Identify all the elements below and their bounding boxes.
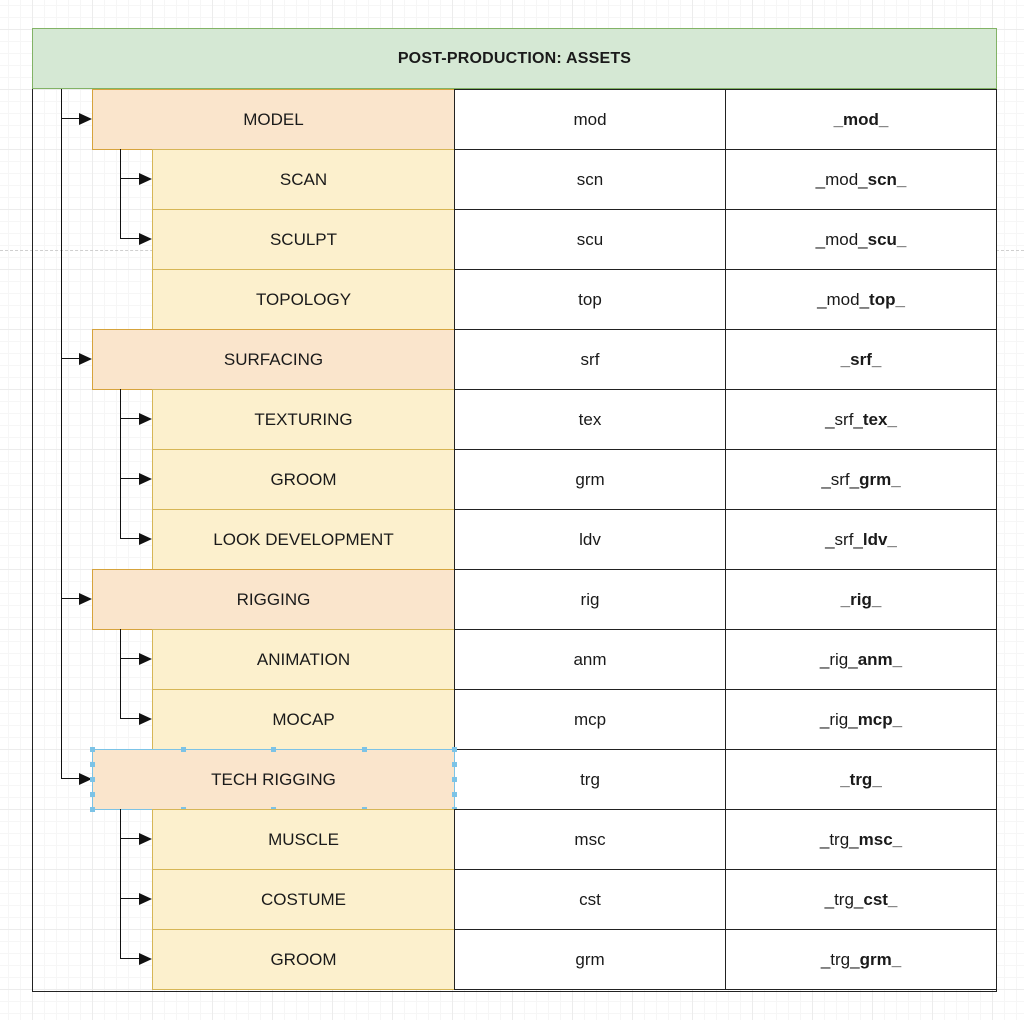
connector-line [120,478,140,479]
code-text: tex [578,409,602,429]
suffix-cell [725,809,997,870]
connector-line [120,178,140,179]
box-label: MOCAP [272,709,335,729]
code-text: ldv [579,529,601,549]
code-cell [454,389,726,450]
category-box[interactable] [92,89,455,150]
suffix-cell [725,149,997,210]
suffix-bold: mcp_ [857,709,903,729]
code-text: mod [573,109,607,129]
code-text: scn [576,169,604,189]
selection-handle[interactable] [90,807,95,812]
suffix-bold: tex_ [862,409,897,429]
selection-handle[interactable] [181,747,186,752]
subcategory-box[interactable] [152,149,455,210]
box-label: MUSCLE [268,829,339,849]
suffix-cell [725,449,997,510]
suffix-prefix: _trg_ [820,949,860,969]
code-cell [454,689,726,750]
code-text: rig [580,589,600,609]
code-text: anm [573,649,607,669]
code-text: grm [575,469,605,489]
suffix-cell [725,269,997,330]
subcategory-box[interactable] [152,209,455,270]
connector-line [120,898,140,899]
suffix-bold: _trg_ [840,769,882,789]
category-box[interactable] [92,749,455,810]
category-box[interactable] [92,569,455,630]
selection-handle[interactable] [90,762,95,767]
suffix-cell [725,209,997,270]
arrow-right-icon [139,893,152,905]
arrow-right-icon [139,473,152,485]
box-label: ANIMATION [256,649,351,669]
box-label: TOPOLOGY [255,289,352,309]
suffix-prefix: _srf_ [825,409,863,429]
box-label: TECH RIGGING [211,769,336,789]
suffix-bold: msc_ [858,829,903,849]
sub-connector-line [120,389,121,539]
box-label: SURFACING [223,349,324,369]
code-cell [454,209,726,270]
arrow-right-icon [139,953,152,965]
suffix-cell [725,569,997,630]
sub-connector-line [120,149,121,239]
code-text: trg [580,769,600,789]
code-cell [454,869,726,930]
box-label: LOOK DEVELOPMENT [213,529,394,549]
suffix-bold: scn_ [867,169,907,189]
selection-handle[interactable] [362,747,367,752]
connector-line [120,658,140,659]
subcategory-box[interactable] [152,929,455,990]
selection-handle[interactable] [452,777,457,782]
code-cell [454,89,726,150]
suffix-cell [725,329,997,390]
selection-handle[interactable] [452,747,457,752]
code-text: grm [575,949,605,969]
connector-line [61,358,80,359]
suffix-cell [725,629,997,690]
box-label: MODEL [243,109,304,129]
subcategory-box[interactable] [152,449,455,510]
diagram-title[interactable]: POST-PRODUCTION: ASSETS [32,28,997,89]
suffix-bold: _mod_ [833,109,889,129]
suffix-bold: top_ [869,289,905,309]
connector-line [120,538,140,539]
suffix-cell [725,689,997,750]
connector-line [120,958,140,959]
code-cell [454,929,726,990]
arrow-right-icon [139,413,152,425]
code-cell [454,329,726,390]
connector-line [120,838,140,839]
arrow-right-icon [139,833,152,845]
suffix-prefix: _srf_ [821,469,860,489]
connector-line [61,118,80,119]
subcategory-box[interactable] [152,869,455,930]
connector-line [120,718,140,719]
subcategory-box[interactable] [152,809,455,870]
arrow-right-icon [139,233,152,245]
connector-line [120,418,140,419]
code-cell [454,809,726,870]
sub-connector-line [120,629,121,719]
suffix-cell [725,929,997,990]
suffix-prefix: _mod_ [817,289,870,309]
code-cell [454,509,726,570]
code-cell [454,149,726,210]
box-label: SCAN [279,169,328,189]
suffix-prefix: _mod_ [815,169,868,189]
subcategory-box[interactable] [152,689,455,750]
code-text: srf [580,349,600,369]
box-label: TEXTURING [254,409,353,429]
selection-handle[interactable] [271,747,276,752]
code-cell [454,269,726,330]
main-connector-line [61,89,62,779]
suffix-bold: grm_ [859,949,902,969]
suffix-cell [725,389,997,450]
suffix-prefix: _trg_ [824,889,864,909]
suffix-prefix: _rig_ [819,649,858,669]
subcategory-box[interactable] [152,269,455,330]
selection-handle[interactable] [452,762,457,767]
suffix-bold: ldv_ [862,529,897,549]
box-label: SCULPT [269,229,338,249]
suffix-bold: scu_ [867,229,907,249]
arrow-right-icon [139,533,152,545]
selection-handle[interactable] [90,747,95,752]
suffix-cell [725,89,997,150]
connector-line [61,598,80,599]
box-label: GROOM [270,949,337,969]
arrow-right-icon [139,173,152,185]
suffix-prefix: _srf_ [825,529,863,549]
suffix-prefix: _mod_ [815,229,868,249]
code-text: mcp [573,709,607,729]
suffix-bold: grm_ [859,469,901,489]
suffix-cell [725,509,997,570]
selection-handle[interactable] [452,792,457,797]
category-box[interactable] [92,329,455,390]
suffix-cell [725,749,997,810]
selection-handle[interactable] [90,792,95,797]
sub-connector-line [120,809,121,959]
suffix-bold: cst_ [863,889,898,909]
box-label: RIGGING [236,589,311,609]
suffix-prefix: _rig_ [819,709,858,729]
suffix-bold: _rig_ [840,589,882,609]
box-label: COSTUME [261,889,346,909]
suffix-bold: _srf_ [840,349,882,369]
arrow-right-icon [139,653,152,665]
box-label: GROOM [270,469,337,489]
code-cell [454,629,726,690]
suffix-cell [725,869,997,930]
code-text: msc [574,829,606,849]
code-cell [454,449,726,510]
suffix-prefix: _trg_ [819,829,859,849]
subcategory-box[interactable] [152,629,455,690]
suffix-bold: anm_ [857,649,903,669]
code-text: top [578,289,602,309]
arrow-right-icon [139,713,152,725]
connector-line [61,778,80,779]
selection-handle[interactable] [90,777,95,782]
arrow-right-icon [79,113,92,125]
subcategory-box[interactable] [152,389,455,450]
arrow-right-icon [79,593,92,605]
code-cell [454,569,726,630]
arrow-right-icon [79,353,92,365]
code-cell [454,749,726,810]
subcategory-box[interactable] [152,509,455,570]
code-text: cst [579,889,601,909]
code-text: scu [576,229,604,249]
connector-line [120,238,140,239]
